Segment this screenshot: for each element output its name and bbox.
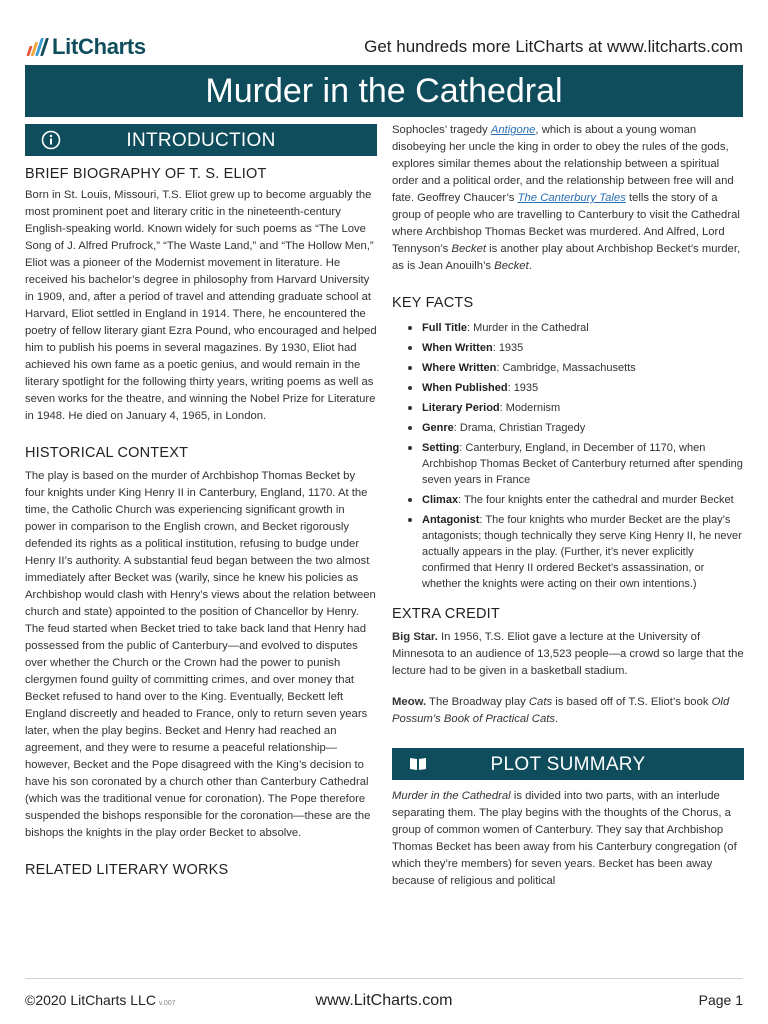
title-italic: Becket (451, 243, 486, 255)
credit-label: Big Star. (392, 631, 438, 643)
fact-value: Cambridge, Massachusetts (502, 362, 636, 374)
credit-label: Meow. (392, 696, 427, 708)
footer-divider (25, 978, 743, 979)
introduction-header (25, 124, 377, 156)
title-italic: Becket (494, 260, 529, 272)
meow-text (392, 694, 744, 728)
fact-value: Drama, Christian Tragedy (459, 422, 586, 434)
text-run: is divided into two parts, with an interlude separating them. The play begins with the thoughts of the Chorus, a group of common women of Canterbury. They say that Archbishop Thomas Becket has been away from his Canterbury congregation (of which they’re members) for seven years. Becket has been away because of religious and political (392, 790, 737, 887)
fact-value: Canterbury, England, in December of 1170, when Archbishop Thomas Becket of Canterbury returned after spending seven years in France (422, 442, 743, 486)
fact-label: Antagonist (422, 514, 480, 526)
fact-label: When Published (422, 382, 508, 394)
page-number: Page 1 (698, 992, 743, 1008)
related-heading: RELATED LITERARY WORKS (25, 862, 229, 878)
related-works-text (392, 122, 744, 275)
fact-value: Modernism (505, 402, 561, 414)
fact-value: The four knights enter the cathedral and murder Becket (464, 494, 734, 506)
version-label: v.007 (158, 1000, 176, 1007)
logo-text: LitCharts (52, 34, 146, 59)
historical-text: The play is based on the murder of Archbishop Thomas Becket by four knights under King Henry II in Canterbury, England, 1170. At the time, the Catholic Church was experiencing significant growth in power in comparison to the English crown, and Becket rigorously defended its rights as a political institution, refusing to budge under Henry II’s authority. A substantial feud began between the two almost immediately after Becket was (warily, since he knew his policies as Archbishop would clash with Henry’s views about the relation between church and state) appointed to the position of Chancellor by Henry. The feud started when Becket tried to take back land that Henry had possessed from the public of Canterbury—and evolved to disputes over whether the Church or the Crown had the power to punish clergymen found guilty of committing crimes, and over money that Becket refused to hand over to the King. Eventually, Beckett left England discreetly and headed to France, only to return seven years later, when the play begins. Becket and Henry had reached an agreement, and they were to resume a peaceful relationship—however, Becket and the Pope disagreed with the King’s decision to have his son coronated by a church other than Canterbury Cathedral (which was the traditional venue for coronation). The Pope therefore suspended the bishops responsible for the coronation—these are the bishops the knights in the play order Becket to absolve. (25, 470, 376, 839)
left-column (25, 124, 377, 879)
text-run: , which is about a young woman disobeying her uncle the king in order to obey the rules of the gods, explores similar themes about the relationship between a spiritual order and a political order, and the relationship between free will and fate. Geoffrey Chaucer’s (392, 124, 734, 204)
fact-value: 1935 (498, 342, 524, 354)
right-column (392, 122, 744, 890)
document-title: Murder in the Cathedral (25, 65, 743, 117)
list-item: Genre: Drama, Christian Tragedy (406, 420, 744, 436)
text-run: is another play about Archbishop Becket’s murder, as is Jean Anouilh’s (392, 243, 741, 272)
bio-text: Born in St. Louis, Missouri, T.S. Eliot grew up to become arguably the most prominent poet and literary critic in the nineteenth-century English-speaking world. Known widely for such poems as “The Love Song of J. Alfred Prufrock,” “The Waste Land,” and “The Hollow Men,” Eliot was a pioneer of the Modernist movement in literature. He received his bachelor’s degree in philosophy from Harvard University in 1909, and, after a period of travel and attending graduate school at Harvard, Eliot settled in England in 1914. There, he encountered the poetry of fellow literary giant Ezra Pound, who encouraged and helped him to publish his poems in several magazines. By 1930, Eliot had achieved his own fame as a poetic genius, and would remain in the literary spotlight for the following thirty years, writing poems as well as seven works for the theatre, and winning the Nobel Prize for Literature in 1948. He died on January 4, 1965, in London. (25, 189, 377, 422)
text-run: Sophocles’ tragedy (392, 124, 491, 136)
plot-summary-text (392, 788, 744, 890)
list-item: When Written: 1935 (406, 340, 744, 356)
historical-heading: HISTORICAL CONTEXT (25, 445, 189, 461)
title-italic: Murder in the Cathedral (392, 790, 511, 802)
list-item: Antagonist: The four knights who murder Becket are the play’s antagonists; though technically they serve King Henry II, he never actually appears in the play. (Further, it’s never explicitly confirmed that Henry II ordered Becket’s assassination, or whether the knights were acting on their own intentions.) (406, 512, 744, 592)
page-header (25, 30, 743, 64)
plot-summary-header (392, 748, 744, 780)
extra-credit-heading: EXTRA CREDIT (392, 606, 500, 622)
list-item: Where Written: Cambridge, Massachusetts (406, 360, 744, 376)
fact-value: 1935 (513, 382, 539, 394)
fact-label: Where Written (422, 362, 497, 374)
book-icon (408, 754, 428, 774)
big-star-text (392, 629, 744, 680)
text-run: tells the story of a group of people who are travelling to Canterbury to visit the Cathedral where Archbishop Thomas Becket was murdered. And Alfred, Lord Tennyson’s (392, 192, 740, 255)
section-title: INTRODUCTION (126, 129, 276, 151)
canterbury-tales-link[interactable]: The Canterbury Tales (517, 192, 626, 204)
fact-label: Setting (422, 442, 460, 454)
litcharts-logo[interactable] (28, 34, 146, 60)
fact-value: Murder in the Cathedral (473, 322, 589, 334)
list-item: When Published: 1935 (406, 380, 744, 396)
copyright-text: ©2020 LitCharts LLC (25, 992, 156, 1008)
fact-label: Climax (422, 494, 459, 506)
list-item: Literary Period: Modernism (406, 400, 744, 416)
bio-heading: BRIEF BIOGRAPHY OF T. S. ELIOT (25, 166, 267, 182)
key-facts-heading: KEY FACTS (392, 295, 474, 311)
text-run: In 1956, T.S. Eliot gave a lecture at the University of Minnesota to an audience of 13,523 people—a crowd so large that the lecture had to be given in a basketball stadium. (392, 631, 744, 677)
title-italic: Old Possum’s Book of Practical Cats (392, 696, 730, 725)
text-run: is based off of T.S. Eliot’s book (552, 696, 712, 708)
page-footer (25, 992, 743, 1014)
fact-label: Genre (422, 422, 454, 434)
logo-bars-icon (28, 38, 46, 56)
site-link[interactable]: www.LitCharts.com (315, 992, 453, 1009)
list-item: Climax: The four knights enter the cathedral and murder Becket (406, 492, 744, 508)
text-run: The Broadway play (426, 696, 529, 708)
fact-value: The four knights who murder Becket are the play’s antagonists; though technically they serve King Henry II, he never actually appears in the play. (Further, it’s never explicitly confirmed that Henry II ordered Becket’s assassination, or whether the knights were acting on their own intentions.) (422, 514, 742, 590)
text-run: . (528, 260, 532, 272)
promo-text[interactable]: Get hundreds more LitCharts at www.litcharts.com (364, 37, 743, 56)
key-facts-list (392, 320, 744, 592)
fact-label: When Written (422, 342, 493, 354)
fact-label: Literary Period (422, 402, 500, 414)
section-title: PLOT SUMMARY (490, 753, 646, 775)
info-circle-icon (41, 130, 61, 150)
fact-label: Full Title (422, 322, 468, 334)
list-item: Setting: Canterbury, England, in December of 1170, when Archbishop Thomas Becket of Canterbury returned after spending seven years in France (406, 440, 744, 488)
list-item: Full Title: Murder in the Cathedral (406, 320, 744, 336)
title-italic: Cats (528, 696, 553, 708)
antigone-link[interactable]: Antigone (490, 124, 536, 136)
text-run: . (555, 713, 559, 725)
